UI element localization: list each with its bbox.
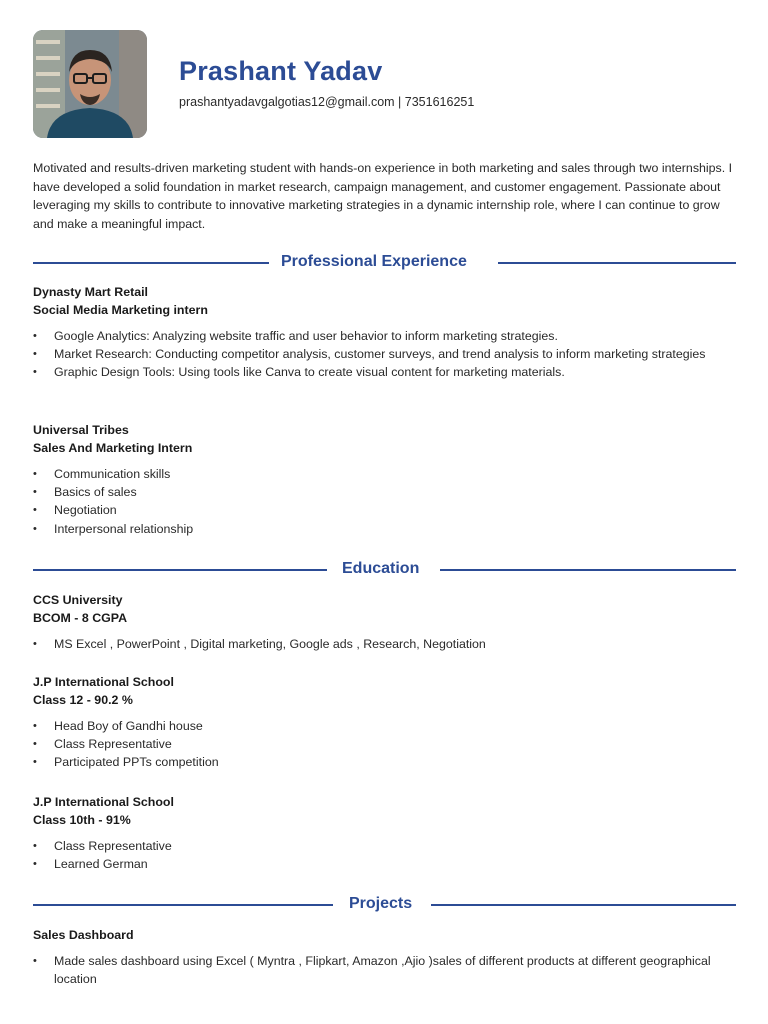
bullet-list xyxy=(33,837,738,873)
section-heading-experience xyxy=(33,253,736,273)
list-item: • Market Research: Conducting competitor analysis, customer surveys, and trend analysis to inform marketing strategies xyxy=(33,345,738,363)
project-item xyxy=(33,926,738,988)
list-item: • Graphic Design Tools: Using tools like Canva to create visual content for marketing materials. xyxy=(33,363,738,381)
divider-line xyxy=(33,569,327,571)
section-title: Projects xyxy=(349,895,413,912)
list-item: • Basics of sales xyxy=(33,483,738,501)
list-item: • Head Boy of Gandhi house xyxy=(33,717,738,735)
institution-name: J.P International School xyxy=(33,795,174,809)
experience-item xyxy=(33,421,738,538)
list-item: • Learned German xyxy=(33,855,738,873)
institution-name: CCS University xyxy=(33,593,123,607)
profile-photo xyxy=(33,30,147,138)
project-name: Sales Dashboard xyxy=(33,928,134,942)
list-item: • Interpersonal relationship xyxy=(33,520,738,538)
section-title: Professional Experience xyxy=(281,253,467,270)
candidate-name: Prashant Yadav xyxy=(179,56,383,86)
degree-grade: Class 10th - 91% xyxy=(33,813,131,827)
bullet-list xyxy=(33,327,738,382)
divider-line xyxy=(498,262,736,264)
bullet-list xyxy=(33,952,738,988)
contact-info: prashantyadavgalgotias12@gmail.com | 7351616251 xyxy=(179,95,475,109)
job-title: Sales And Marketing Intern xyxy=(33,441,193,455)
resume-header xyxy=(33,30,735,138)
job-title: Social Media Marketing intern xyxy=(33,303,208,317)
company-name: Universal Tribes xyxy=(33,423,129,437)
list-item: • Participated PPTs competition xyxy=(33,753,738,771)
education-item xyxy=(33,591,738,653)
list-item: • Google Analytics: Analyzing website traffic and user behavior to inform marketing strategies. xyxy=(33,327,738,345)
list-item: • MS Excel , PowerPoint , Digital marketing, Google ads , Research, Negotiation xyxy=(33,635,738,653)
divider-line xyxy=(431,904,736,906)
profile-summary: Motivated and results-driven marketing student with hands-on experience in both marketing and sales through two internships. I have developed a solid foundation in market research, campaign management, and customer engagement. Passionate about leveraging my skills to contribute to innovative marketing strategies in a dynamic internship role, where I can continue to grow and make a meaningful impact. xyxy=(33,161,733,231)
bullet-list xyxy=(33,465,738,538)
degree-grade: BCOM - 8 CGPA xyxy=(33,611,128,625)
list-item: • Negotiation xyxy=(33,501,738,519)
divider-line xyxy=(33,262,269,264)
section-title: Education xyxy=(342,560,420,577)
divider-line xyxy=(440,569,736,571)
divider-line xyxy=(33,904,333,906)
company-name: Dynasty Mart Retail xyxy=(33,285,148,299)
degree-grade: Class 12 - 90.2 % xyxy=(33,693,133,707)
list-item: • Made sales dashboard using Excel ( Myntra , Flipkart, Amazon ,Ajio )sales of different products at different geographical location xyxy=(33,952,738,988)
section-heading-education xyxy=(33,560,736,580)
list-item: • Communication skills xyxy=(33,465,738,483)
bullet-list xyxy=(33,635,738,653)
list-item: • Class Representative xyxy=(33,735,738,753)
education-item xyxy=(33,793,738,873)
bullet-list xyxy=(33,717,738,772)
education-item xyxy=(33,673,738,772)
list-item: • Class Representative xyxy=(33,837,738,855)
profile-photo-icon xyxy=(33,30,147,138)
institution-name: J.P International School xyxy=(33,675,174,689)
section-heading-projects xyxy=(33,895,736,915)
experience-item xyxy=(33,283,738,382)
